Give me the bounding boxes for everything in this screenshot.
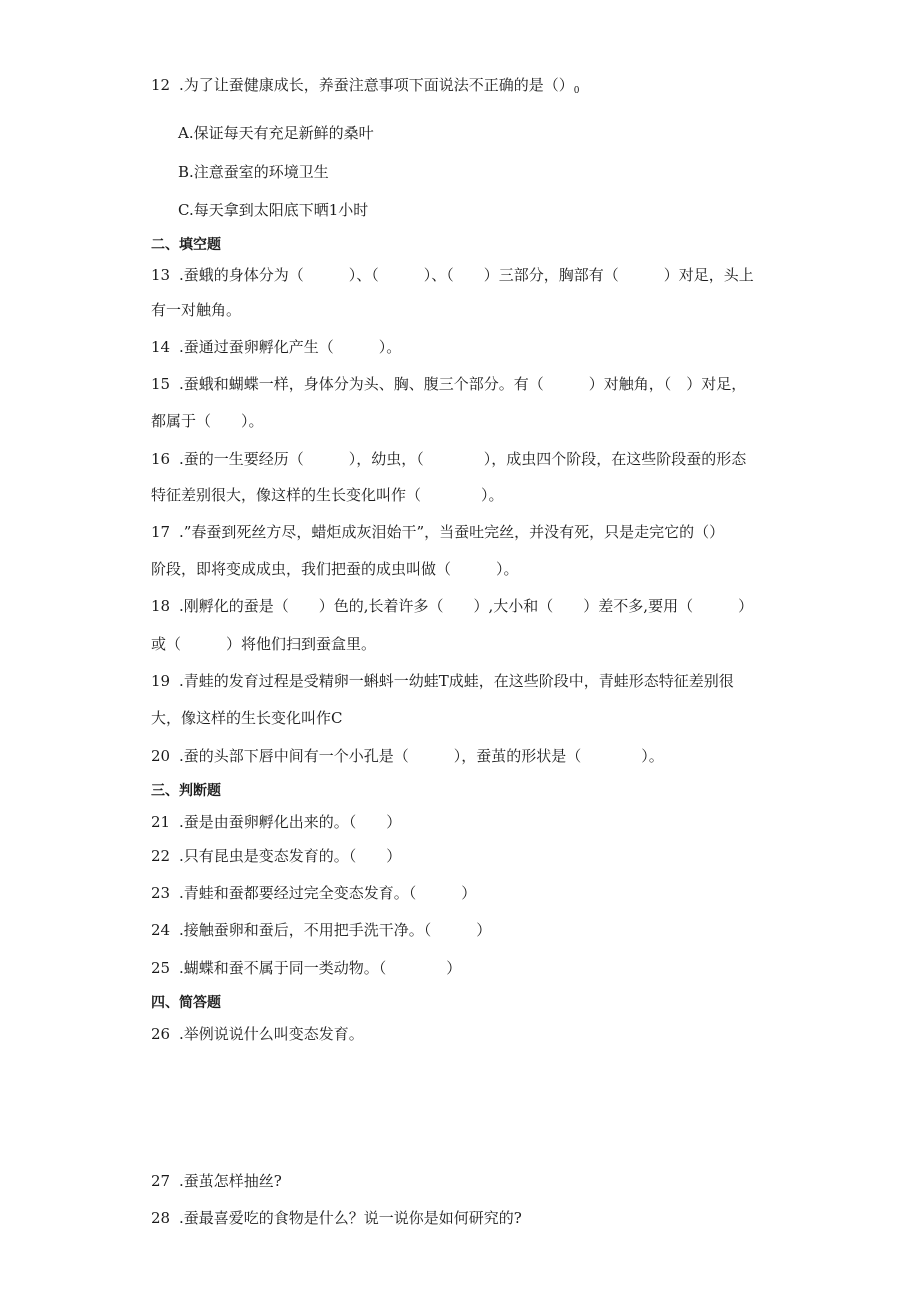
question-text: .蚕的头部下唇中间有一个小孔是（ ），蚕茧的形状是（ ）。 bbox=[179, 747, 664, 765]
option-a: A.保证每天有充足新鲜的桑叶 bbox=[178, 124, 374, 142]
question-13-line-2: 有一对触角。 bbox=[151, 301, 242, 319]
question-24-line-1 bbox=[151, 920, 491, 940]
question-number: 19 bbox=[151, 672, 171, 690]
question-17-line-1 bbox=[151, 522, 724, 542]
question-text: .蚕的一生要经历（ ），幼虫，（ ），成虫四个阶段，在这些阶段蚕的形态 bbox=[179, 450, 747, 468]
question-text: .刚孵化的蚕是（ ）色的,长着许多（ ）,大小和（ ）差不多,要用（ ） bbox=[179, 597, 754, 615]
option-b: B.注意蚕室的环境卫生 bbox=[178, 163, 329, 181]
section-heading-fill-blank: 二、填空题 bbox=[151, 237, 221, 253]
question-number: 14 bbox=[151, 338, 171, 356]
question-28-line-1 bbox=[151, 1208, 522, 1228]
question-number: 17 bbox=[151, 523, 171, 541]
question-16-line-2: 特征差别很大，像这样的生长变化叫作（ ）。 bbox=[151, 486, 504, 504]
question-20-line-1 bbox=[151, 746, 664, 766]
question-number: 27 bbox=[151, 1172, 171, 1190]
question-21-line-1 bbox=[151, 812, 401, 832]
question-text: .蚕是由蚕卵孵化出来的。（ ） bbox=[179, 813, 402, 831]
section-heading-short-answer: 四、简答题 bbox=[151, 995, 221, 1011]
question-22-line-1 bbox=[151, 846, 401, 866]
question-text: .蝴蝶和蚕不属于同一类动物。（ ） bbox=[179, 959, 462, 977]
question-18-line-2: 或（ ）将他们扫到蚕盒里。 bbox=[151, 635, 377, 653]
question-text: .蚕蛾的身体分为（ ）、（ ）、（ ）三部分，胸部有（ ）对足，头上 bbox=[179, 266, 754, 284]
question-text: .接触蚕卵和蚕后，不用把手洗干净。（ ） bbox=[179, 921, 492, 939]
question-19-line-1 bbox=[151, 671, 734, 691]
question-number: 13 bbox=[151, 266, 171, 284]
question-25-line-1 bbox=[151, 958, 461, 978]
section-heading-true-false: 三、判断题 bbox=[151, 783, 221, 799]
question-number: 28 bbox=[151, 1209, 171, 1227]
question-27-line-1 bbox=[151, 1171, 282, 1191]
question-12-line bbox=[151, 75, 580, 101]
question-text: .青蛙和蚕都要经过完全变态发育。（ ） bbox=[179, 884, 477, 902]
question-number: 20 bbox=[151, 747, 171, 765]
question-text: .蚕通过蚕卵孵化产生（ ）。 bbox=[179, 338, 402, 356]
question-17-line-2: 阶段，即将变成成虫，我们把蚕的成虫叫做（ ）。 bbox=[151, 560, 519, 578]
question-number: 16 bbox=[151, 450, 171, 468]
question-text: .”春蚕到死丝方尽，蜡炬成灰泪始干”，当蚕吐完丝，并没有死，只是走完它的（） bbox=[179, 523, 725, 541]
question-13-line-1 bbox=[151, 265, 754, 285]
question-text: .蚕茧怎样抽丝? bbox=[179, 1172, 282, 1190]
question-text: .为了让蚕健康成长，养蚕注意事项下面说法不正确的是（） bbox=[179, 76, 574, 94]
question-text: .只有昆虫是变态发育的。（ ） bbox=[179, 847, 402, 865]
question-16-line-1 bbox=[151, 449, 746, 469]
question-number: 18 bbox=[151, 597, 171, 615]
question-15-line-2: 都属于（ ）。 bbox=[151, 412, 264, 430]
question-14-line-1 bbox=[151, 337, 401, 357]
question-15-line-1 bbox=[151, 374, 746, 394]
question-number: 24 bbox=[151, 921, 171, 939]
option-c: C.每天拿到太阳底下晒1小时 bbox=[178, 201, 369, 219]
question-number: 22 bbox=[151, 847, 171, 865]
question-number: 23 bbox=[151, 884, 171, 902]
question-number: 15 bbox=[151, 375, 171, 393]
question-tail: 0 bbox=[573, 86, 580, 96]
question-23-line-1 bbox=[151, 883, 476, 903]
question-text: .青蛙的发育过程是受精卵一蝌蚪一幼蛙T成蛙，在这些阶段中，青蛙形态特征差别很 bbox=[179, 672, 734, 690]
question-19-line-2: 大，像这样的生长变化叫作C bbox=[151, 709, 343, 727]
question-text: .蚕蛾和蝴蝶一样，身体分为头、胸、腹三个部分。有（ ）对触角，（ ）对足， bbox=[179, 375, 747, 393]
question-number: 12 bbox=[151, 76, 171, 94]
question-number: 25 bbox=[151, 959, 171, 977]
question-text: .蚕最喜爱吃的食物是什么？说一说你是如何研究的? bbox=[179, 1209, 522, 1227]
question-text: .举例说说什么叫变态发育。 bbox=[179, 1025, 364, 1043]
question-26-line-1 bbox=[151, 1024, 364, 1044]
question-18-line-1 bbox=[151, 596, 753, 616]
question-number: 21 bbox=[151, 813, 171, 831]
question-number: 26 bbox=[151, 1025, 171, 1043]
